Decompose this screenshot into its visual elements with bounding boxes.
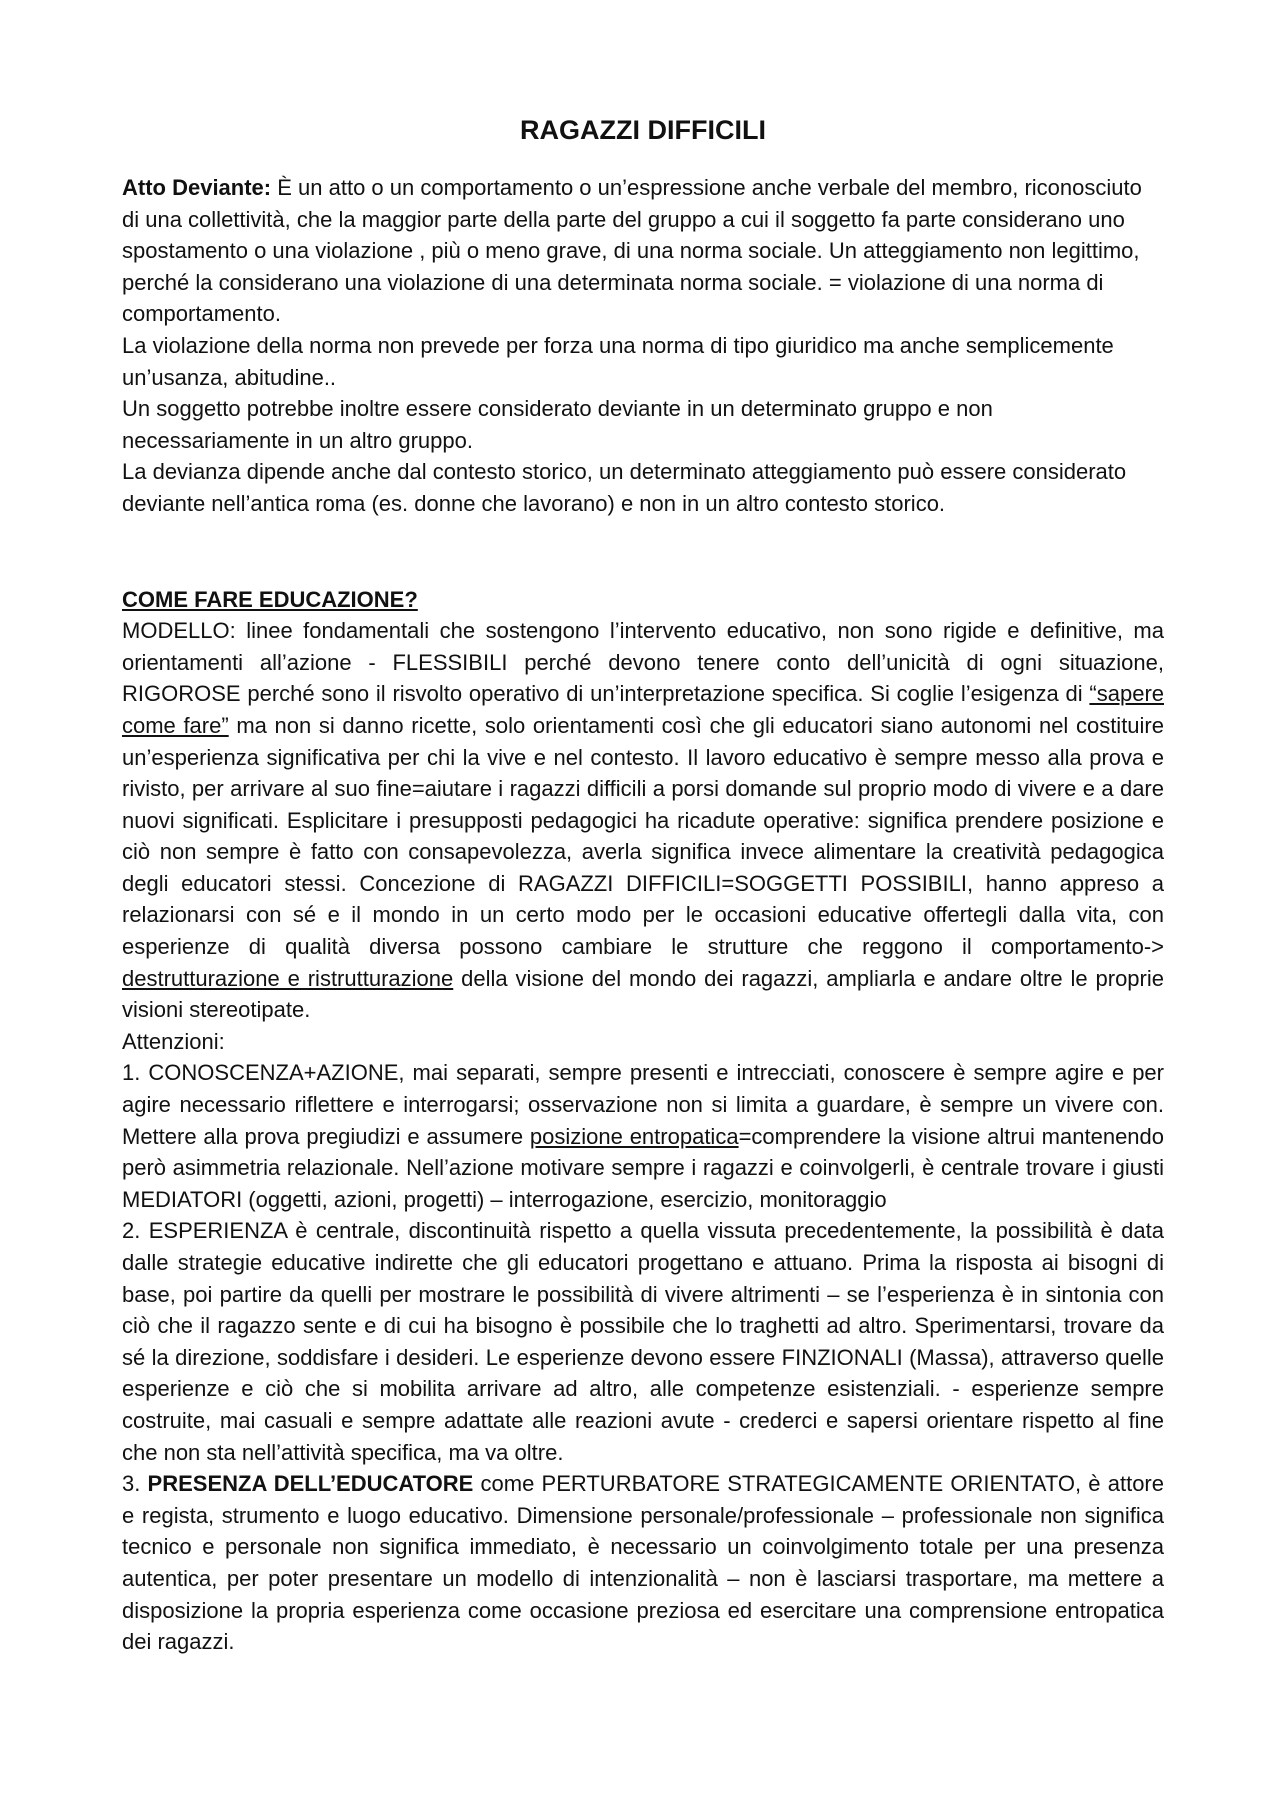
item3-number: 3. [122,1471,148,1497]
document-page [122,110,1164,1658]
term-atto-deviante: Atto Deviante: [122,175,272,200]
list-item-conoscenza-azione [122,1057,1164,1215]
section-heading: COME FARE EDUCAZIONE? [122,586,418,612]
attenzioni-label: Attenzioni: [122,1028,225,1054]
item1-text-2: =comprendere la visione altrui mantenendo però asimmetria relazionale. Nell’azione motivare sempre i ragazzi e coinvolgerli, è centrale trovare i giusti MEDIATORI (oggetti, azioni, progetti) – interrogazione, esercizio, monitoraggio [122,1123,1165,1212]
underlined-posizione-entropatica: posizione entropatica [529,1123,739,1149]
section-atto-deviante [122,172,1164,520]
modello-text-1: MODELLO: linee fondamentali che sostengono l’intervento educativo, non sono rigide e definitive, ma orientamenti all’azione - FLESSIBILI perché devono tenere conto dell’unicità di ogni situazione, RIGOROSE perché sono il risvolto operativo di un’interpretazione specifica. Si coglie l’esigenza di [122,618,1164,707]
item3-text: come PERTURBATORE STRATEGICAMENTE ORIENTATO, è attore e regista, strumento e luogo educativo. Dimensione personale/professionale – professionale non significa tecnico e personale non significa immediato, è necessario un coinvolgimento totale per una presenza autentica, per poter presentare un modello di intenzionalità – non è lasciarsi trasportare, ma mettere a disposizione la propria esperienza come occasione preziosa ed esercitare una comprensione entropatica dei ragazzi. [122,1471,1164,1655]
item1-text-1: 1. CONOSCENZA+AZIONE, mai separati, sempre presenti e intrecciati, conoscere è sempre agire e per agire necessario riflettere e interrogarsi; osservazione non si limita a guardare, è sempre un vivere con. Mettere alla prova pregiudizi e assumere [122,1060,1164,1149]
modello-text-2: ma non si danno ricette, solo orientamenti così che gli educatori siano autonomi nel costituire un’esperienza significativa per chi la vive e nel contesto. Il lavoro educativo è sempre messo alla prova e rivisto, per arrivare al suo fine=aiutare i ragazzi difficili a porsi domande sul proprio modo di vivere e a dare nuovi significati. Esplicitare i presupposti pedagogici ha ricadute operative: significa prendere posizione e ciò non sempre è fatto con consapevolezza, averla significa invece alimentare la creatività pedagogica degli educatori stessi. Concezione di RAGAZZI DIFFICILI=SOGGETTI POSSIBILI, hanno appreso a relazionarsi con sé e il mondo in un certo modo per le occasioni educative offertegli dalla vita, con esperienze di qualità diversa possono cambiare le strutture che reggono il comportamento-> [122,712,1164,960]
list-item-esperienza: 2. ESPERIENZA è centrale, discontinuità rispetto a quella vissuta precedentemente, la possibilità è data dalle strategie educative indirette che gli educatori progettano e attuano. Prima la risposta ai bisogni di base, poi partire da quelli per mostrare le possibilità di vivere altrimenti – se l’esperienza è in sintonia con ciò che il ragazzo sente e di cui ha bisogno è possibile che lo traghetti ad altro. Sperimentarsi, trovare da sé la direzione, soddisfare i desideri. Le esperienze devono essere FINZIONALI (Massa), attraverso quelle esperienze e ciò che si mobilita arrivare ad altro, alle competenze esistenziali. - esperienze sempre costruite, mai casuali e sempre adattate alle reazioni avute - crederci e sapersi orientare rispetto al fine che non sta nell’attività specifica, ma va oltre. [122,1218,1164,1465]
section-spacer [122,520,1164,584]
paragraph-norma: La violazione della norma non prevede per forza una norma di tipo giuridico ma anche semplicemente un’usanza, abitudine.. [122,332,1114,390]
list-item-presenza-educatore [122,1468,1164,1658]
modello-text-3: della visione del mondo dei ragazzi, ampliarla e andare oltre le proprie visioni stereotipate. [122,965,1164,1023]
paragraph-definition [122,172,1164,330]
definition-text: È un atto o un comportamento o un’espressione anche verbale del membro, riconosciuto di una collettività, che la maggior parte della parte del gruppo a cui il soggetto fa parte considerano uno spostamento o una violazione , più o meno grave, di una norma sociale. Un atteggiamento non legittimo, perché la considerano una violazione di una determinata norma sociale. = violazione di una norma di comportamento. [122,175,1142,327]
underlined-sapere-come-fare: “sapere come fare” [122,681,1164,738]
paragraph-modello [122,615,1164,1026]
underlined-destrutturazione: destrutturazione e ristrutturazione [122,965,454,991]
item3-bold-term: PRESENZA DELL’EDUCATORE [147,1471,474,1497]
paragraph-contesto: La devianza dipende anche dal contesto storico, un determinato atteggiamento può essere considerato deviante nell’antica roma (es. donne che lavorano) e non in un altro contesto storico. [122,459,1127,516]
section-come-fare-educazione [122,584,1164,1658]
document-title: RAGAZZI DIFFICILI [520,115,766,145]
paragraph-gruppo: Un soggetto potrebbe inoltre essere considerato deviante in un determinato gruppo e non necessariamente in un altro gruppo. [122,396,993,453]
